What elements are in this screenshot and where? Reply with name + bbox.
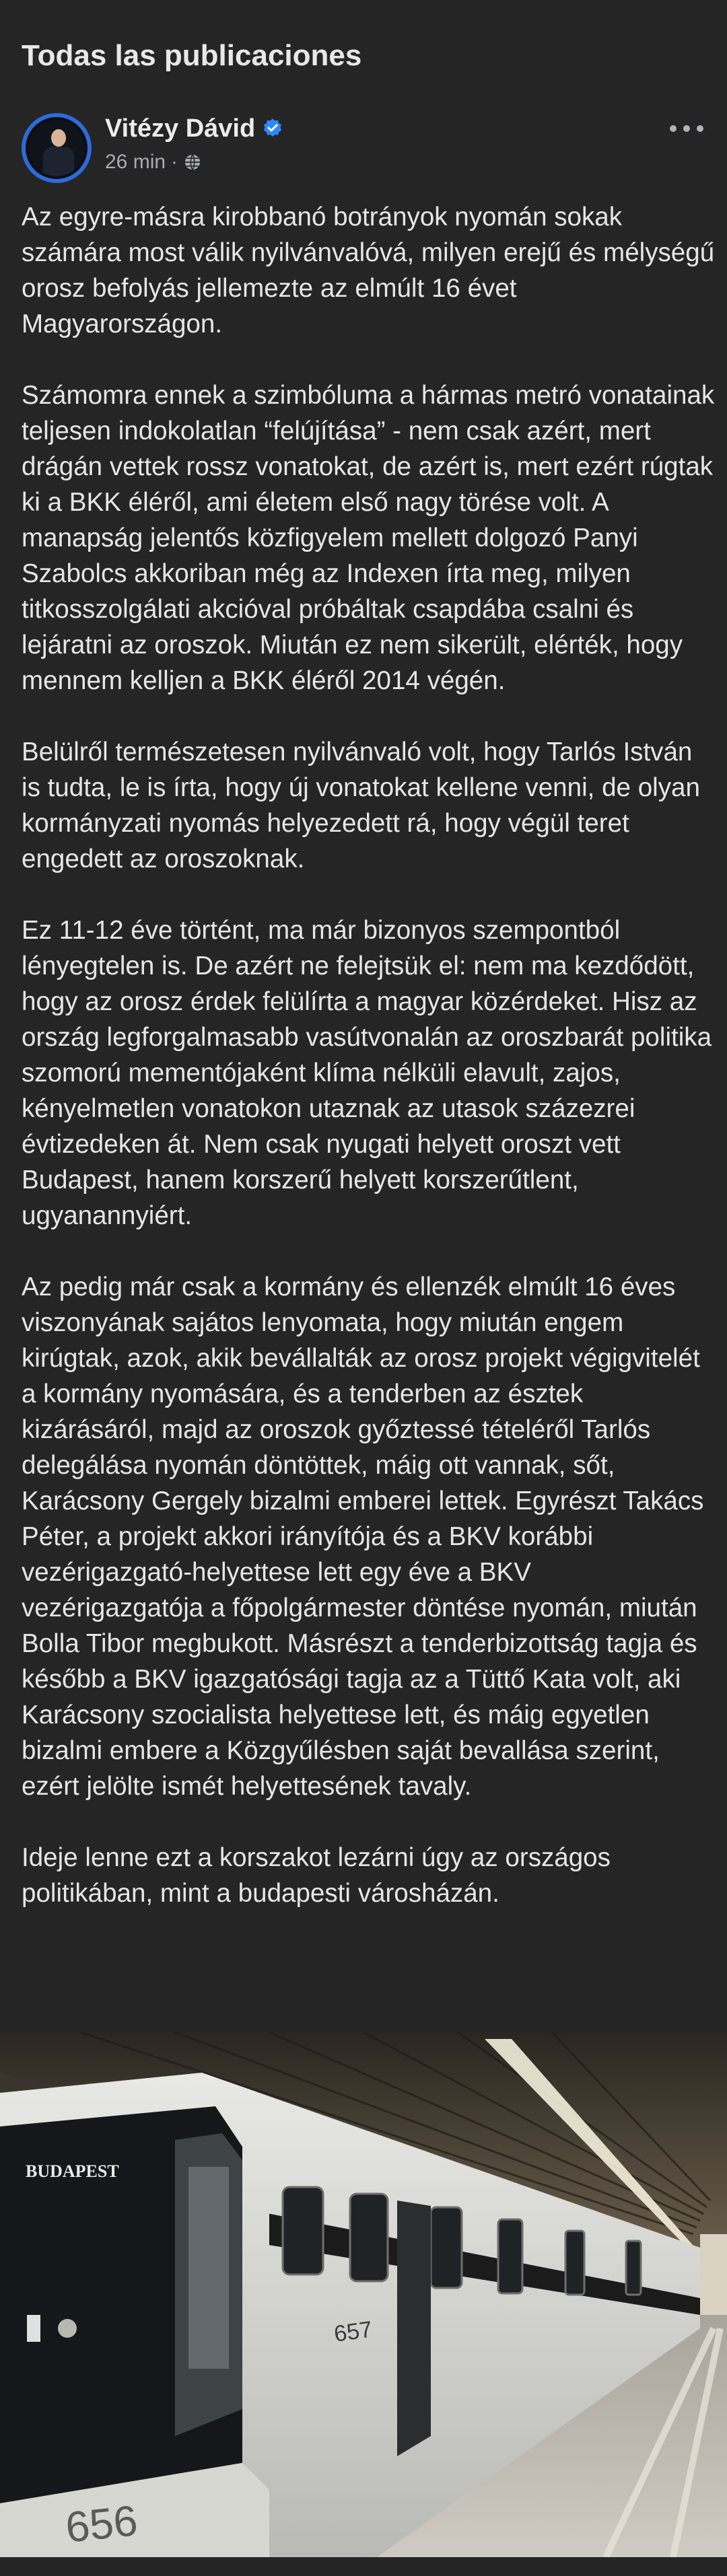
- post-paragraph: Az pedig már csak a kormány és ellenzék elmúlt 16 éves viszonyának sajátos lenyomata, hogy miután engem kirúgtak, azok, akik bevállalták az orosz projekt végigvitelét a kormány nyomására, és a tenderben az észtek kizárásáról, majd az oroszok győztessé tételéről Tarlós delegálása nyomán döntöttek, máig ott vannak, sőt, Karácsony Gergely bizalmi emberei lettek. Egyrészt Takács Péter, a projekt akkori irányítója és a BKV korábbi vezérigazgató-helyettese lett egy éve a BKV vezérigazgatója a főpolgármester döntése nyomán, miután Bolla Tibor megbukott. Másrészt a tenderbizottság tagja és később a BKV igazgatósági tagja az a Tüttő Kata volt, aki Karácsony szocialista helyettese lett, és máig egyetlen bizalmi embere a Közgyűlésben saját bevallása szerint, ezért jelölte ismét helyettesének tavaly.: [22, 1273, 704, 1801]
- post-paragraph: Belülről természetesen nyilvánvaló volt, hogy Tarlós István is tudta, le is írta, hogy új vonatokat kellene venni, de olyan kormányzati nyomás helyezedett rá, hogy végül teret engedett az oroszoknak.: [22, 738, 700, 873]
- post-body: [22, 199, 715, 1947]
- post-header: [22, 113, 705, 187]
- post-paragraph: Az egyre-másra kirobbanó botrányok nyomán sokak számára most válik nyilvánvalóvá, milyen erejű és mélységű orosz befolyás jellemezte az elmúlt 16 évet Magyarországon.: [22, 203, 715, 338]
- post-meta: [105, 151, 202, 174]
- post-paragraph: Ez 11-12 éve történt, ma már bizonyos szempontból lényegtelen is. De azért ne felejtsük el: nem ma kezdődött, hogy az orosz érdek felülírta a magyar közérdeket. Hisz az ország legforgalmasabb vasútvonalán az oroszbarát politika szomorú mementójaként klíma nélküli elavult, zajos, kényelmetlen vonatokon utaznak az utasok százezrei évtizedeken át. Nem csak nyugati helyett oroszt vett Budapest, hanem korszerű helyett korszerűtlent, ugyanannyiért.: [22, 916, 712, 1230]
- verified-badge-icon: [262, 118, 283, 139]
- post-paragraph: Számomra ennek a szimbóluma a hármas metró vonatainak teljesen indokolatlan “felújítása” - nem csak azért, mert drágán vettek rossz vonatokat, de azért is, mert ezért rúgtak ki a BKK éléről, ami életem első nagy törése volt. A manapság jelentős közfigyelem mellett dolgozó Panyi Szabolcs akkoriban még az Indexen írta meg, milyen titkosszolgálati akcióval próbáltak csapdába csalni és lejáratni az oroszok. Miután ez nem sikerült, elérték, hogy mennem kelljen a BKK éléről 2014 végén.: [22, 381, 715, 695]
- second-car-number: 657: [332, 2316, 374, 2347]
- globe-icon: [183, 153, 202, 172]
- bottom-strip: [0, 2557, 727, 2576]
- page-title: Todas las publicaciones: [22, 39, 362, 72]
- author-name-text[interactable]: Vitézy Dávid: [105, 114, 256, 143]
- post-photo-metro-train[interactable]: [0, 2032, 727, 2557]
- meta-separator: ·: [171, 151, 178, 173]
- feed-header: [22, 39, 361, 73]
- avatar-photo: [26, 117, 88, 179]
- car-number: 656: [63, 2496, 140, 2552]
- more-options-button[interactable]: [668, 118, 705, 139]
- post-paragraph: Ideje lenne ezt a korszakot lezárni úgy az országos politikában, mint a budapesti városházán.: [22, 1843, 611, 1908]
- train-budapest-label: BUDAPEST: [26, 2161, 119, 2181]
- avatar[interactable]: [22, 113, 92, 183]
- author-name[interactable]: [105, 114, 283, 143]
- post-time[interactable]: 26 min: [105, 151, 166, 173]
